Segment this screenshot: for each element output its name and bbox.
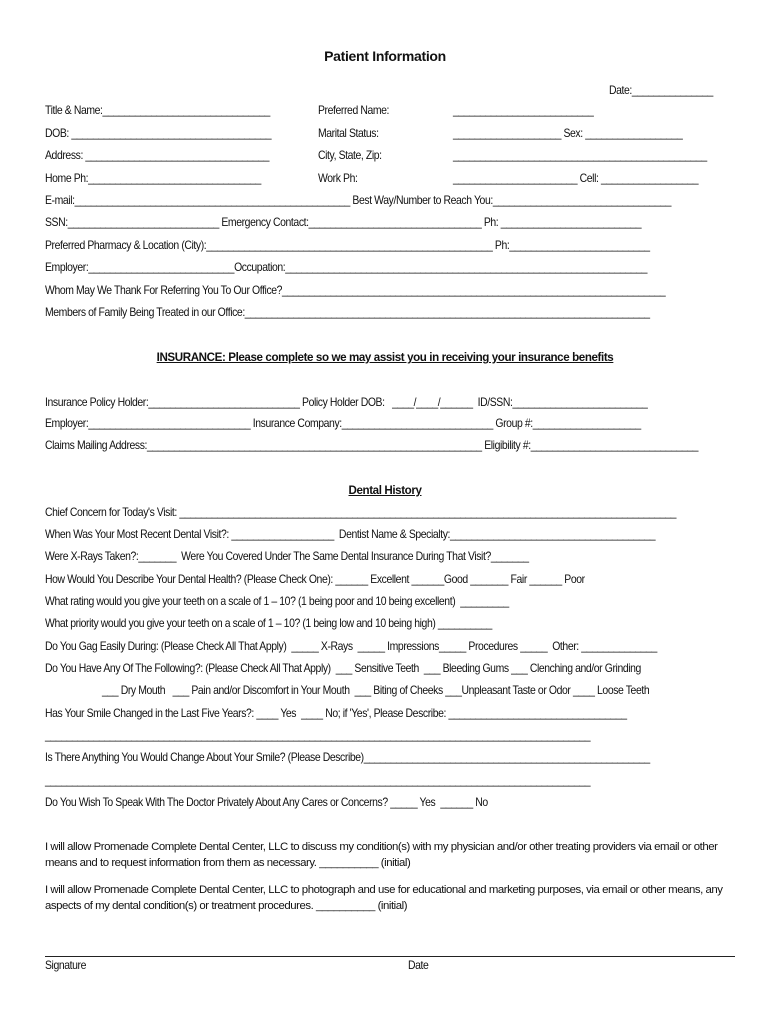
signature-label: Signature — [45, 959, 87, 972]
date-field[interactable]: Date:_______________ — [609, 84, 713, 97]
home-phone-field[interactable]: Home Ph:________________________________ — [45, 172, 261, 185]
city-state-zip-field[interactable]: _______________________________________________ — [453, 149, 707, 162]
xrays-field[interactable]: Were X-Rays Taken?:_______ Were You Covered Under The Same Dental Insurance During That Visit?_______ — [45, 550, 529, 563]
insurance-employer-field[interactable]: Employer:______________________________ Insurance Company:____________________________ Group #:____________________ — [45, 417, 641, 430]
smile-changed-field[interactable]: Has Your Smile Changed in the Last Five Years?: ____ Yes ____ No; if 'Yes', Please Describe: _________________________________ — [45, 707, 627, 720]
policy-holder-field[interactable]: Insurance Policy Holder:____________________________ Policy Holder DOB: ____/____/______ ID/SSN:_________________________ — [45, 396, 648, 409]
address-field[interactable]: Address: __________________________________ — [45, 149, 269, 162]
priority-field[interactable]: What priority would you give your teeth on a scale of 1 – 10? (1 being low and 10 being high) __________ — [45, 617, 492, 630]
date-label: Date — [408, 959, 429, 972]
referral-field[interactable]: Whom May We Thank For Referring You To Our Office?_______________________________________________________________________ — [45, 284, 666, 297]
dental-health-field[interactable]: How Would You Describe Your Dental Health? (Please Check One): ______ Excellent ______Good _______ Fair ______ Poor — [45, 573, 585, 586]
employer-occupation-field[interactable]: Employer:___________________________Occupation:___________________________________________________________________ — [45, 261, 647, 274]
preferred-name-field[interactable]: __________________________ — [453, 104, 594, 117]
change-smile-field[interactable]: Is There Anything You Would Change About Your Smile? (Please Describe)_____________________________________________________ — [45, 751, 650, 764]
ssn-emergency-field[interactable]: SSN:____________________________ Emergency Contact:________________________________ Ph: __________________________ — [45, 216, 642, 229]
marital-sex-field[interactable]: ____________________ Sex: __________________ — [453, 127, 683, 140]
email-field[interactable]: E-mail:___________________________________________________ Best Way/Number to Reach You:_________________________________ — [45, 194, 671, 207]
gag-field[interactable]: Do You Gag Easily During: (Please Check All That Apply) _____ X-Rays _____ Impressions_____ Procedures _____ Other: ______________ — [45, 640, 657, 653]
pharmacy-field[interactable]: Preferred Pharmacy & Location (City):_____________________________________________________ Ph:__________________________ — [45, 239, 650, 252]
work-phone-label: Work Ph: — [318, 172, 358, 185]
dental-history-header: Dental History — [348, 484, 422, 497]
conditions-field[interactable]: Do You Have Any Of The Following?: (Please Check All That Apply) ___ Sensitive Teeth ___ Bleeding Gums ___ Clenching and/or Grinding — [45, 662, 641, 675]
chief-concern-field[interactable]: Chief Concern for Today's Visit: ____________________________________________________________________________________________ — [45, 506, 677, 519]
signature-line[interactable] — [45, 956, 735, 957]
preferred-name-label: Preferred Name: — [318, 104, 390, 117]
change-smile-line-2[interactable]: _____________________________________________________________________________________________________ — [45, 774, 591, 787]
claims-address-field[interactable]: Claims Mailing Address:______________________________________________________________ Eligibility #:_______________________________ — [45, 439, 699, 452]
insurance-header: INSURANCE: Please complete so we may assist you in receiving your insurance benefits — [156, 351, 614, 364]
speak-privately-field[interactable]: Do You Wish To Speak With The Doctor Privately About Any Cares or Concerns? _____ Yes ______ No — [45, 796, 488, 809]
dob-field[interactable]: DOB: _____________________________________ — [45, 127, 272, 140]
consent-photograph-paragraph: I will allow Promenade Complete Dental Center, LLC to photograph and use for educational and marketing purposes, via email or other means, any aspects of my dental condition(s) or treatment procedures. __________ (initial) — [45, 884, 723, 912]
conditions-field-2[interactable]: ___ Dry Mouth ___ Pain and/or Discomfort in Your Mouth ___ Biting of Cheeks ___Unpleasant Taste or Odor ____ Loose Teeth — [102, 684, 650, 697]
consent-discuss-paragraph: I will allow Promenade Complete Dental Center, LLC to discuss my condition(s) with my physician and/or other treating providers via email or other means and to request information from them as necessary. __________ (initial) — [45, 841, 718, 869]
smile-changed-line-2[interactable]: _____________________________________________________________________________________________________ — [45, 729, 591, 742]
city-state-zip-label: City, State, Zip: — [318, 149, 382, 162]
title-name-field[interactable]: Title & Name:_______________________________ — [45, 104, 270, 117]
marital-status-label: Marital Status: — [318, 127, 379, 140]
recent-visit-field[interactable]: When Was Your Most Recent Dental Visit?: ___________________ Dentist Name & Specialty:______________________________________ — [45, 528, 656, 541]
family-members-field[interactable]: Members of Family Being Treated in our Office:___________________________________________________________________________ — [45, 306, 650, 319]
page-title: Patient Information — [324, 48, 446, 64]
work-cell-field[interactable]: _______________________ Cell: __________________ — [453, 172, 699, 185]
rating-field[interactable]: What rating would you give your teeth on a scale of 1 – 10? (1 being poor and 10 being excellent) _________ — [45, 595, 509, 608]
